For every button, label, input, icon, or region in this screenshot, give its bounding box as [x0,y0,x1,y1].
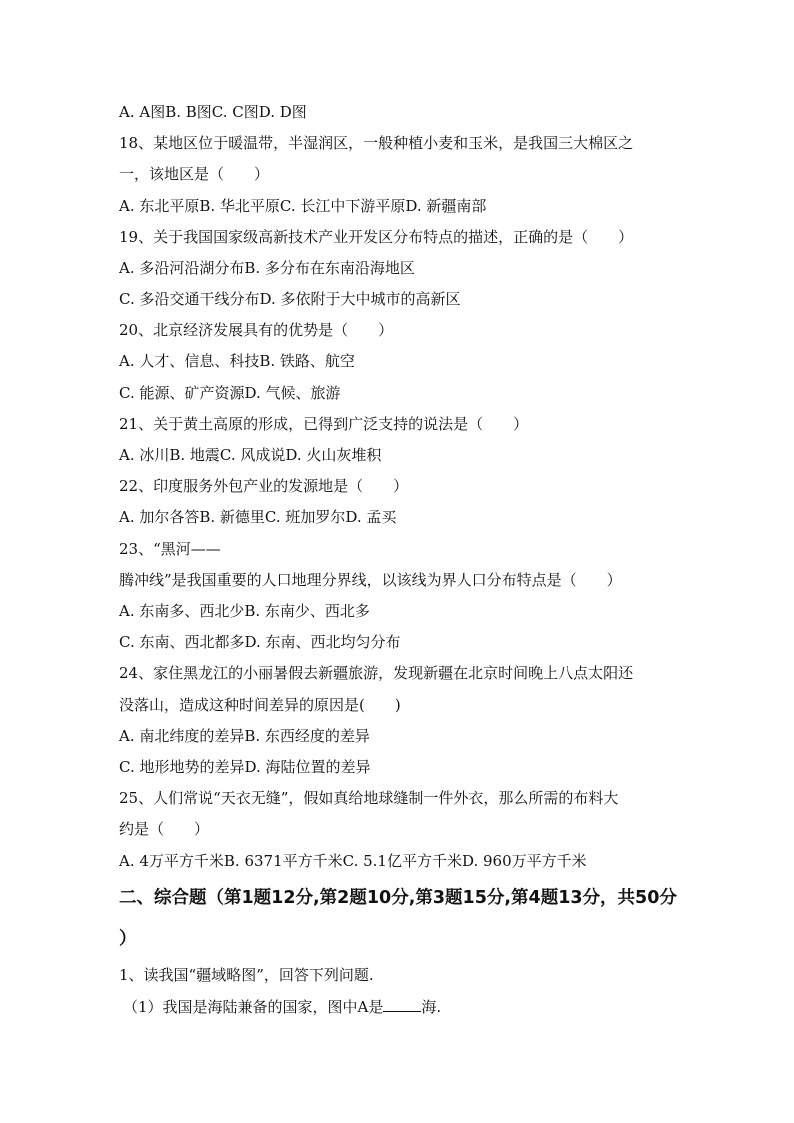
q25-stem: 25、人们常说“天衣无缝”，假如真给地球缝制一件外衣，那么所需的布料大 [119,789,619,807]
q20-stem: 20、北京经济发展具有的优势是（ ） [119,321,394,339]
q23-stem-cont: 腾冲线”是我国重要的人口地理分界线，以该线为界人口分布特点是（ ） [119,571,622,589]
q23-options-ab: A. 东南多、西北少B. 东南少、西北多 [119,602,370,620]
q1-sub1-suffix: 海. [421,998,442,1016]
q18-stem-cont: 一，该地区是（ ） [119,165,270,183]
q21-options: A. 冰川B. 地震C. 风成说D. 火山灰堆积 [119,446,382,464]
q1-intro: 1、读我国“疆域略图”，回答下列问题. [119,966,374,984]
q20-options-cd: C. 能源、矿产资源D. 气候、旅游 [119,384,341,402]
q17-options: A. A图B. B图C. C图D. D图 [119,103,307,121]
q19-stem: 19、关于我国国家级高新技术产业开发区分布特点的描述，正确的是（ ） [119,228,634,246]
q22-options: A. 加尔各答B. 新德里C. 班加罗尔D. 孟买 [119,508,397,526]
section-heading: 二、综合题（第1题12分,第2题10分,第3题15分,第4题13分，共50分 [119,888,677,908]
q21-stem: 21、关于黄土高原的形成，已得到广泛支持的说法是（ ） [119,415,529,433]
q24-stem: 24、家住黑龙江的小丽暑假去新疆旅游，发现新疆在北京时间晚上八点太阳还 [119,664,634,682]
q25-stem-cont: 约是（ ） [119,820,210,838]
q24-options-cd: C. 地形地势的差异D. 海陆位置的差异 [119,758,371,776]
q1-sub1 [123,997,441,1017]
q23-stem: 23、“黑河—— [119,540,221,558]
q22-stem: 22、印度服务外包产业的发源地是（ ） [119,477,409,495]
q18-options: A. 东北平原B. 华北平原C. 长江中下游平原D. 新疆南部 [119,197,487,215]
q18-stem: 18、某地区位于暖温带，半湿润区，一般种植小麦和玉米，是我国三大棉区之 [119,134,634,152]
q20-options-ab: A. 人才、信息、科技B. 铁路、航空 [119,352,355,370]
q24-stem-cont: 没落山，造成这种时间差异的原因是( ) [119,696,401,714]
q23-options-cd: C. 东南、西北都多D. 东南、西北均匀分布 [119,633,401,651]
q1-sub1-text: （1）我国是海陆兼备的国家，图中A是 [123,998,384,1016]
q19-options-ab: A. 多沿河沿湖分布B. 多分布在东南沿海地区 [119,259,415,277]
answer-blank[interactable] [383,997,421,1012]
q24-options-ab: A. 南北纬度的差异B. 东西经度的差异 [119,727,370,745]
q25-options: A. 4万平方千米B. 6371平方千米C. 5.1亿平方千米D. 960万平方千米 [119,852,587,870]
q19-options-cd: C. 多沿交通干线分布D. 多依附于大中城市的高新区 [119,290,461,308]
section-heading-cont: ） [119,929,137,949]
